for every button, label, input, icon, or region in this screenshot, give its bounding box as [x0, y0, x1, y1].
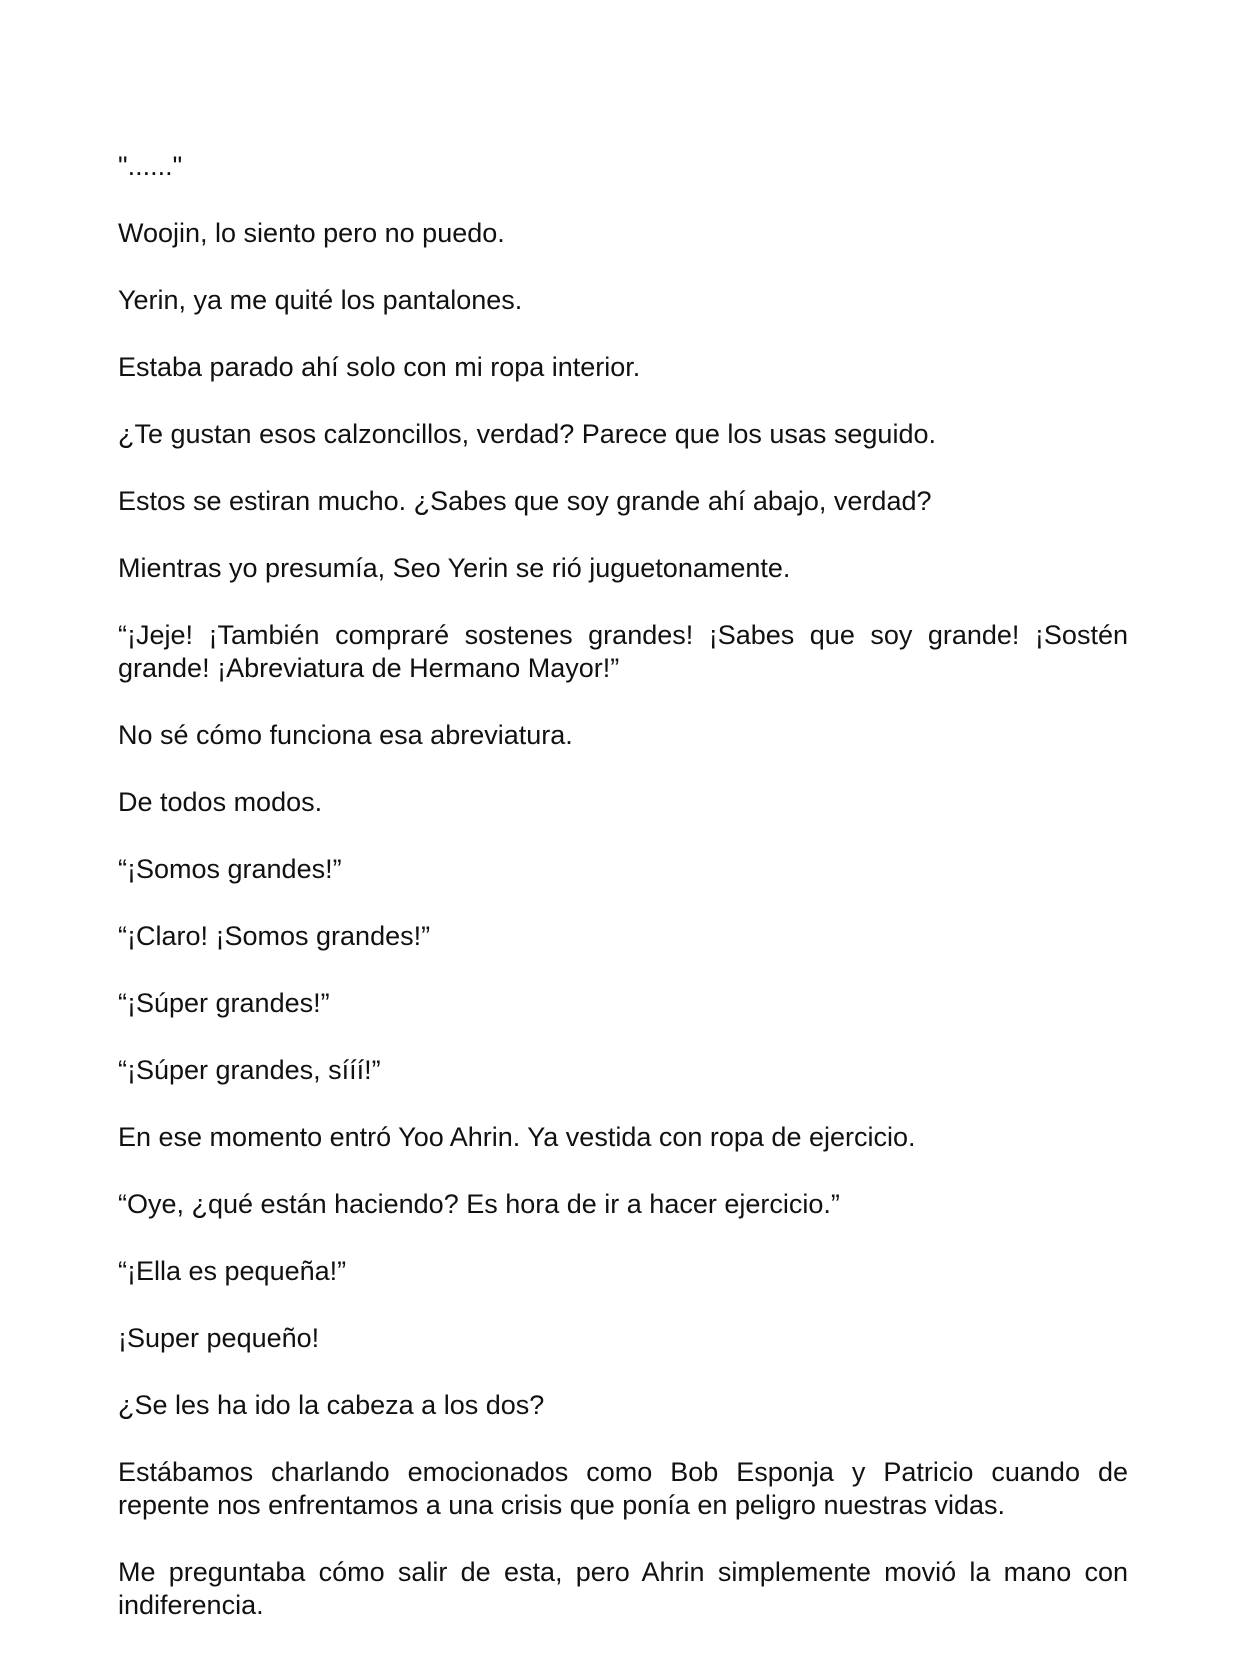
- paragraph: No sé cómo funciona esa abreviatura.: [118, 720, 573, 750]
- paragraph: ¡Super pequeño!: [118, 1323, 320, 1353]
- paragraph: “Oye, ¿qué están haciendo? Es hora de ir a hacer ejercicio.”: [118, 1189, 840, 1219]
- paragraph: ¿Se les ha ido la cabeza a los dos?: [118, 1390, 545, 1420]
- paragraph: “¡Súper grandes!”: [118, 988, 330, 1018]
- paragraph: De todos modos.: [118, 787, 323, 817]
- paragraph: Estos se estiran mucho. ¿Sabes que soy grande ahí abajo, verdad?: [118, 486, 932, 516]
- paragraph: “¡Jeje! ¡También compraré sostenes grandes! ¡Sabes que soy grande! ¡Sostén grande! ¡Abreviatura de Hermano Mayor!”: [118, 620, 1128, 683]
- paragraph: En ese momento entró Yoo Ahrin. Ya vestida con ropa de ejercicio.: [118, 1122, 916, 1152]
- document-body: [118, 150, 1128, 1656]
- paragraph: “¡Ella es pequeña!”: [118, 1256, 347, 1286]
- paragraph: “¡Súper grandes, sííí!”: [118, 1055, 381, 1085]
- paragraph: “¡Claro! ¡Somos grandes!”: [118, 921, 431, 951]
- paragraph: Woojin, lo siento pero no puedo.: [118, 218, 505, 248]
- paragraph: “¡Somos grandes!”: [118, 854, 342, 884]
- paragraph: Yerin, ya me quité los pantalones.: [118, 285, 523, 315]
- paragraph: Estábamos charlando emocionados como Bob Esponja y Patricio cuando de repente nos enfrentamos a una crisis que ponía en peligro nuestras vidas.: [118, 1457, 1128, 1520]
- paragraph: Me preguntaba cómo salir de esta, pero Ahrin simplemente movió la mano con indiferencia.: [118, 1557, 1128, 1620]
- paragraph: "......": [118, 151, 183, 181]
- paragraph: Estaba parado ahí solo con mi ropa interior.: [118, 352, 641, 382]
- paragraph: ¿Te gustan esos calzoncillos, verdad? Parece que los usas seguido.: [118, 419, 936, 449]
- paragraph: Mientras yo presumía, Seo Yerin se rió juguetonamente.: [118, 553, 791, 583]
